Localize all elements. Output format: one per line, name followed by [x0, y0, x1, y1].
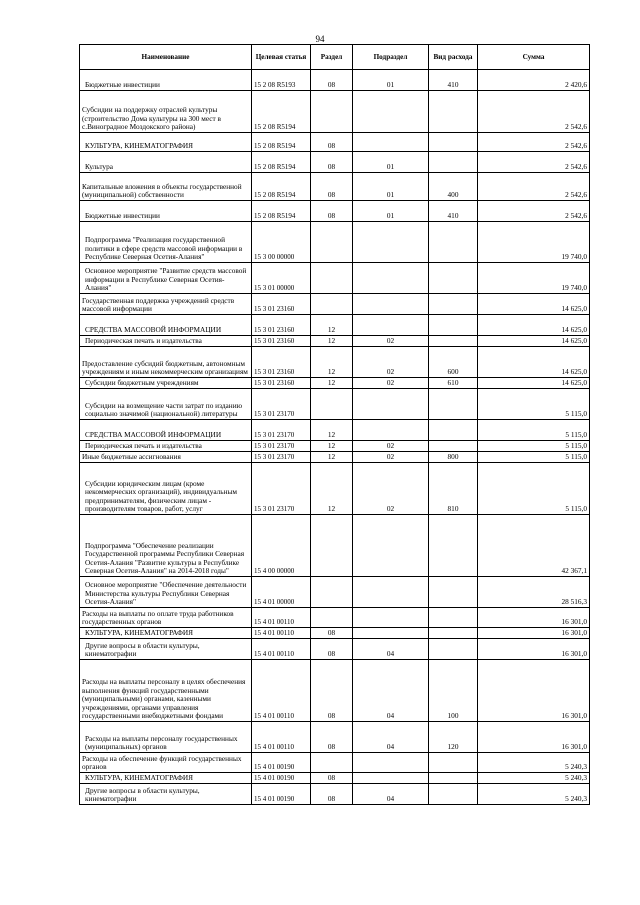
row-amount: 5 115,0 — [478, 452, 590, 463]
row-expense-type: 610 — [429, 378, 478, 389]
row-subsection — [353, 608, 429, 628]
table-row — [80, 577, 590, 608]
row-subsection — [353, 263, 429, 294]
table-row — [80, 753, 590, 773]
table-row — [80, 152, 590, 173]
table-row — [80, 420, 590, 441]
row-section — [311, 577, 353, 608]
row-section: 08 — [311, 173, 353, 201]
row-expense-type — [429, 753, 478, 773]
row-expense-type — [429, 441, 478, 452]
row-name: Бюджетные инвестиции — [80, 201, 252, 222]
table-row — [80, 294, 590, 315]
row-name: Основное мероприятие "Обеспечение деятельности Министерства культуры Республики Северная Осетия-Алания" — [80, 577, 252, 608]
row-amount: 5 115,0 — [478, 463, 590, 515]
row-section: 08 — [311, 133, 353, 152]
row-target-code: 15 4 01 00110 — [252, 660, 311, 722]
row-section: 08 — [311, 784, 353, 805]
row-amount: 5 115,0 — [478, 420, 590, 441]
row-amount: 5 240,3 — [478, 784, 590, 805]
row-subsection — [353, 628, 429, 639]
row-amount: 14 625,0 — [478, 315, 590, 336]
table-row — [80, 389, 590, 420]
table-row — [80, 91, 590, 133]
row-name: Капитальные вложения в объекты государственной (муниципальной) собственности — [80, 173, 252, 201]
table-row — [80, 336, 590, 347]
row-target-code: 15 3 01 23160 — [252, 336, 311, 347]
table-row — [80, 628, 590, 639]
row-target-code: 15 2 08 R5194 — [252, 152, 311, 173]
row-amount: 2 542,6 — [478, 201, 590, 222]
row-subsection: 02 — [353, 441, 429, 452]
row-section: 12 — [311, 347, 353, 378]
row-expense-type: 100 — [429, 660, 478, 722]
table-row — [80, 347, 590, 378]
row-name: Государственная поддержка учреждений средств массовой информации — [80, 294, 252, 315]
row-amount: 16 301,0 — [478, 722, 590, 753]
row-name: Расходы на выплаты по оплате труда работников государственных органов — [80, 608, 252, 628]
row-name: Субсидии на поддержку отраслей культуры (строительство Дома культуры на 300 мест в с.Виноградное Моздокского района) — [80, 91, 252, 133]
row-name: Подпрограмма "Обеспечение реализации Государственной программы Республики Северная Осетия-Алания "Развитие культуры в Республике Северная Осетия-Алания" на 2014-2018 годы" — [80, 515, 252, 577]
row-target-code: 15 2 08 R5194 — [252, 133, 311, 152]
row-section — [311, 753, 353, 773]
row-name: КУЛЬТУРА, КИНЕМАТОГРАФИЯ — [80, 628, 252, 639]
row-section: 08 — [311, 70, 353, 91]
row-section: 08 — [311, 722, 353, 753]
row-expense-type: 120 — [429, 722, 478, 753]
row-subsection — [353, 133, 429, 152]
row-expense-type — [429, 389, 478, 420]
table-row — [80, 773, 590, 784]
row-target-code: 15 3 01 23170 — [252, 441, 311, 452]
row-amount: 14 625,0 — [478, 336, 590, 347]
row-expense-type: 810 — [429, 463, 478, 515]
row-target-code: 15 4 01 00110 — [252, 639, 311, 660]
row-target-code: 15 4 00 00000 — [252, 515, 311, 577]
table-row — [80, 441, 590, 452]
row-section: 08 — [311, 201, 353, 222]
row-expense-type — [429, 784, 478, 805]
row-expense-type — [429, 628, 478, 639]
row-target-code: 15 3 01 23160 — [252, 378, 311, 389]
table-row — [80, 463, 590, 515]
table-row — [80, 660, 590, 722]
row-subsection — [353, 389, 429, 420]
table-row — [80, 173, 590, 201]
row-expense-type — [429, 515, 478, 577]
row-target-code: 15 4 01 00110 — [252, 722, 311, 753]
table-row — [80, 201, 590, 222]
row-name: Другие вопросы в области культуры, кинематографии — [80, 639, 252, 660]
row-section — [311, 222, 353, 263]
table-row — [80, 263, 590, 294]
row-section — [311, 389, 353, 420]
row-target-code: 15 3 01 23160 — [252, 294, 311, 315]
row-name: СРЕДСТВА МАССОВОЙ ИНФОРМАЦИИ — [80, 315, 252, 336]
row-section: 12 — [311, 463, 353, 515]
row-target-code: 15 3 01 23160 — [252, 315, 311, 336]
table-header — [80, 45, 590, 70]
row-amount: 5 115,0 — [478, 441, 590, 452]
row-name: Основное мероприятие "Развитие средств массовой информации в Республике Северная Осетия-Алания" — [80, 263, 252, 294]
page-number: 94 — [315, 34, 325, 44]
row-expense-type: 410 — [429, 201, 478, 222]
row-section: 12 — [311, 315, 353, 336]
row-amount: 2 542,6 — [478, 152, 590, 173]
row-subsection — [353, 577, 429, 608]
row-section: 08 — [311, 639, 353, 660]
row-section: 08 — [311, 773, 353, 784]
row-amount: 5 240,3 — [478, 753, 590, 773]
row-section: 12 — [311, 378, 353, 389]
table-row — [80, 315, 590, 336]
row-subsection: 01 — [353, 70, 429, 91]
row-target-code: 15 4 01 00190 — [252, 753, 311, 773]
row-expense-type: 600 — [429, 347, 478, 378]
row-expense-type — [429, 263, 478, 294]
row-subsection: 02 — [353, 336, 429, 347]
row-section: 12 — [311, 452, 353, 463]
row-name: Субсидии юридическим лицам (кроме некоммерческих организаций), индивидуальным предпринимателям, физическим лицам - производителям товаров, работ, услуг — [80, 463, 252, 515]
row-section: 08 — [311, 660, 353, 722]
row-name: Другие вопросы в области культуры, кинематографии — [80, 784, 252, 805]
row-subsection: 01 — [353, 173, 429, 201]
row-target-code: 15 2 08 R5193 — [252, 70, 311, 91]
row-expense-type — [429, 577, 478, 608]
row-name: Подпрограмма "Реализация государственной политики в сфере средств массовой информации в Республике Северная Осетия-Алания" — [80, 222, 252, 263]
header-name: Наименование — [80, 45, 252, 70]
row-amount: 16 301,0 — [478, 608, 590, 628]
row-target-code: 15 3 01 00000 — [252, 263, 311, 294]
row-name: Периодическая печать и издательства — [80, 336, 252, 347]
row-target-code: 15 4 01 00110 — [252, 608, 311, 628]
row-subsection: 02 — [353, 463, 429, 515]
row-subsection — [353, 773, 429, 784]
row-amount: 2 542,6 — [478, 173, 590, 201]
table-row — [80, 222, 590, 263]
row-target-code: 15 3 01 23170 — [252, 420, 311, 441]
row-section — [311, 608, 353, 628]
row-subsection — [353, 420, 429, 441]
row-amount: 14 625,0 — [478, 347, 590, 378]
row-subsection: 01 — [353, 201, 429, 222]
row-subsection — [353, 515, 429, 577]
header-amount: Сумма — [478, 45, 590, 70]
header-subsection: Подраздел — [353, 45, 429, 70]
row-expense-type: 400 — [429, 173, 478, 201]
header-expense-type: Вид расхода — [429, 45, 478, 70]
row-amount: 2 420,6 — [478, 70, 590, 91]
table-body — [80, 70, 590, 805]
row-subsection — [353, 222, 429, 263]
row-expense-type — [429, 639, 478, 660]
row-expense-type — [429, 608, 478, 628]
row-amount: 2 542,6 — [478, 91, 590, 133]
row-target-code: 15 4 01 00110 — [252, 628, 311, 639]
row-name: КУЛЬТУРА, КИНЕМАТОГРАФИЯ — [80, 773, 252, 784]
row-name: Субсидии на возмещение части затрат по изданию социально значимой (национальной) литературы — [80, 389, 252, 420]
row-name: СРЕДСТВА МАССОВОЙ ИНФОРМАЦИИ — [80, 420, 252, 441]
row-section: 08 — [311, 152, 353, 173]
row-target-code: 15 4 01 00190 — [252, 784, 311, 805]
row-target-code: 15 4 01 00000 — [252, 577, 311, 608]
row-amount: 19 740,0 — [478, 222, 590, 263]
table-row — [80, 784, 590, 805]
row-target-code: 15 3 01 23170 — [252, 463, 311, 515]
row-name: Субсидии бюджетным учреждениям — [80, 378, 252, 389]
row-amount: 42 367,1 — [478, 515, 590, 577]
row-amount: 16 301,0 — [478, 660, 590, 722]
row-expense-type — [429, 91, 478, 133]
row-name: Бюджетные инвестиции — [80, 70, 252, 91]
table-row — [80, 452, 590, 463]
row-subsection: 02 — [353, 378, 429, 389]
row-target-code: 15 4 01 00190 — [252, 773, 311, 784]
row-amount: 16 301,0 — [478, 639, 590, 660]
row-subsection: 04 — [353, 639, 429, 660]
table-row — [80, 515, 590, 577]
row-amount: 28 516,3 — [478, 577, 590, 608]
row-amount: 16 301,0 — [478, 628, 590, 639]
row-target-code: 15 3 01 23160 — [252, 347, 311, 378]
row-subsection: 04 — [353, 784, 429, 805]
table-row — [80, 70, 590, 91]
row-expense-type — [429, 773, 478, 784]
row-subsection: 02 — [353, 452, 429, 463]
row-name: КУЛЬТУРА, КИНЕМАТОГРАФИЯ — [80, 133, 252, 152]
row-expense-type — [429, 315, 478, 336]
header-section: Раздел — [311, 45, 353, 70]
row-section — [311, 91, 353, 133]
row-subsection: 04 — [353, 722, 429, 753]
row-target-code: 15 2 08 R5194 — [252, 91, 311, 133]
row-name: Культура — [80, 152, 252, 173]
table-row — [80, 608, 590, 628]
table-row — [80, 722, 590, 753]
row-expense-type: 410 — [429, 70, 478, 91]
row-name: Иные бюджетные ассигнования — [80, 452, 252, 463]
table-row — [80, 133, 590, 152]
row-section: 12 — [311, 441, 353, 452]
row-target-code: 15 3 00 00000 — [252, 222, 311, 263]
row-amount: 14 625,0 — [478, 378, 590, 389]
row-subsection: 02 — [353, 347, 429, 378]
row-expense-type — [429, 133, 478, 152]
row-amount: 14 625,0 — [478, 294, 590, 315]
row-target-code: 15 2 08 R5194 — [252, 201, 311, 222]
row-section — [311, 515, 353, 577]
row-name: Периодическая печать и издательства — [80, 441, 252, 452]
row-subsection — [353, 91, 429, 133]
budget-table — [79, 44, 590, 805]
row-expense-type: 800 — [429, 452, 478, 463]
table-row — [80, 378, 590, 389]
row-subsection — [353, 315, 429, 336]
row-target-code: 15 3 01 23170 — [252, 389, 311, 420]
row-target-code: 15 2 08 R5194 — [252, 173, 311, 201]
row-expense-type — [429, 420, 478, 441]
row-subsection: 04 — [353, 660, 429, 722]
row-name: Расходы на выплаты персоналу государственных (муниципальных) органов — [80, 722, 252, 753]
row-section: 12 — [311, 420, 353, 441]
row-expense-type — [429, 152, 478, 173]
table-row — [80, 639, 590, 660]
row-amount: 19 740,0 — [478, 263, 590, 294]
row-expense-type — [429, 336, 478, 347]
row-target-code: 15 3 01 23170 — [252, 452, 311, 463]
row-amount: 2 542,6 — [478, 133, 590, 152]
row-amount: 5 240,3 — [478, 773, 590, 784]
row-name: Расходы на обеспечение функций государственных органов — [80, 753, 252, 773]
row-expense-type — [429, 294, 478, 315]
row-subsection — [353, 294, 429, 315]
row-section: 08 — [311, 628, 353, 639]
row-section: 12 — [311, 336, 353, 347]
row-subsection: 01 — [353, 152, 429, 173]
row-section — [311, 294, 353, 315]
row-subsection — [353, 753, 429, 773]
row-expense-type — [429, 222, 478, 263]
row-amount: 5 115,0 — [478, 389, 590, 420]
row-name: Расходы на выплаты персоналу в целях обеспечения выполнения функций государственными (муниципальными) органами, казенными учреждениями, органами управления государственными внебюджетными фондами — [80, 660, 252, 722]
row-name: Предоставление субсидий бюджетным, автономным учреждениям и иным некоммерческим организациям — [80, 347, 252, 378]
row-section — [311, 263, 353, 294]
header-target: Целевая статья — [252, 45, 311, 70]
